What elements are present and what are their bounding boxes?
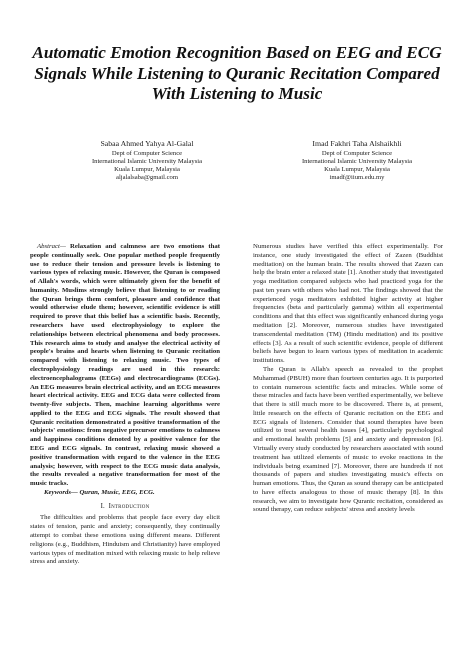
left-column — [30, 243, 220, 567]
author-name: Imad Fakhri Taha Alshaikhli — [312, 139, 402, 148]
author-location: Kuala Lumpur, Malaysia — [324, 166, 390, 174]
body-paragraph-1: Numerous studies have verified this effect experimentally. For instance, one study investigated the effect of Zazen (Buddhist meditation) on the human brain. The results showed that Zazen can help the brain enter a relaxed state [1]. Another study that investigated yoga meditation compared subjects who had practiced yoga for the past ten years with others who had not. The findings showed that the experienced yoga meditators exhibited higher activity at higher frequencies (beta and particularly gamma) within all experimental conditions and that this effect was significantly enhanced during yoga meditation [2]. Moreover, numerous studies have investigated transcendental meditation (TM) (Hindu meditation) and its positive effects [3]. As a result of such scientific evidence, people of different beliefs have begun to learn various types of meditation in academic institutions. — [253, 243, 443, 365]
paper-title: Automatic Emotion Recognition Based on EEG and ECG Signals While Listening to Quranic Recitation Compared With Listening to Music — [32, 43, 442, 103]
author-dept: Dept of Computer Science — [111, 149, 183, 157]
keywords — [30, 489, 220, 498]
author-email[interactable]: imadf@iium.edu.my — [329, 174, 385, 182]
abstract-label: Abstract— — [37, 243, 66, 250]
author-name: Sabaa Ahmed Yahya Al-Galal — [100, 139, 194, 148]
author-location: Kuala Lumpur, Malaysia — [114, 166, 180, 174]
right-column — [253, 243, 443, 515]
abstract-text: Relaxation and calmness are two emotions that people continually seek. One popular method people frequently use to reduce their tension and pressure levels is listening to various types of relaxing music. However, the Quran is composed of Allah's words, which were ultimately given for the benefit of humanity. Muslims strongly believe that listening to or reading the Quran brings them comfort, pleasure and confidence that would otherwise elude them; however, scientific evidence is still required to prove that this belief has a scientific basis. Recently, researchers have used electrophysiology to explore the relationships between electrical phenomena and body processes. This research aims to study and analyse the electrical activity of people's brains and hearts when listening to Quranic recitation compared with listening to relaxing music. Two types of electrophysiology readings are used in this research: electroencephalograms (EEGs) and electrocardiograms (ECGs). An EEG measures brain electrical activity, and an ECG measures heart electrical activity. EEG and ECG data were collected from twenty-five subjects. Then, machine learning algorithms were applied to the EEG and ECG signals. The result showed that Quranic recitation demonstrated a positive transformation of the subjects' emotions: from negative precursor emotions to calmness and happiness conditions denoted by a positive valence for the EEG and ECG signals. In contrast, relaxing music showed a positive transformation with regard to the valence in the EEG analysis; however, with respect to the ECG music data analysis, the results revealed a negative transformation for most of the music tracks. — [30, 243, 220, 488]
author-dept: Dept of Computer Science — [321, 149, 393, 157]
keywords-label: Keywords— — [44, 488, 78, 496]
author-block-2 — [267, 139, 447, 183]
intro-paragraph: The difficulties and problems that people face every day elicit states of tension, panic and anxiety; consequently, they continually attempt to combat these emotions using different means. Different religions (e.g., Buddhism, Hinduism and Christianity) have employed various types of meditation mixed with relaxing music to help relieve stress and anxiety. — [30, 514, 220, 566]
body-paragraph-2: The Quran is Allah's speech as revealed to the prophet Muhammad (PBUH) more than fourteen centuries ago. It is purported to contain numerous scientific facts and miracles. While some of these miracles and facts have been verified experimentally, we believe that there is still much more to be discovered. There is, at present, little research on the effects of Quranic recitation on the EEG and ECG signals of listeners. Consider that sound therapies have been utilized to treat several health issues [4], particularly psychological and emotional health problems [5] and anxiety and depression [6]. Virtually every study conducted by researchers associated with sound treatment has utilized elements of music to evoke reactions in the individuals being examined [7]. Moreover, there are hundreds if not thousands of papers and studies investigating music's effects on human emotions. Thus, the Quran as sound therapy can be anticipated to have effects analogous to those of music therapy [8]. In this research, we aim to investigate how Quranic recitation, considered as sound therapy, can reduce subjects' stress and anxiety levels — [253, 365, 443, 514]
author-affiliation: International Islamic University Malaysia — [301, 157, 413, 165]
author-affiliation: International Islamic University Malaysia — [91, 157, 203, 165]
section-heading-introduction: I. Introduction — [100, 502, 150, 510]
abstract — [30, 243, 220, 489]
author-block-1 — [57, 139, 237, 183]
keywords-text: Quran, Music, EEG, ECG. — [77, 488, 155, 496]
author-email[interactable]: aljalalsaba@gmail.com — [116, 174, 178, 182]
